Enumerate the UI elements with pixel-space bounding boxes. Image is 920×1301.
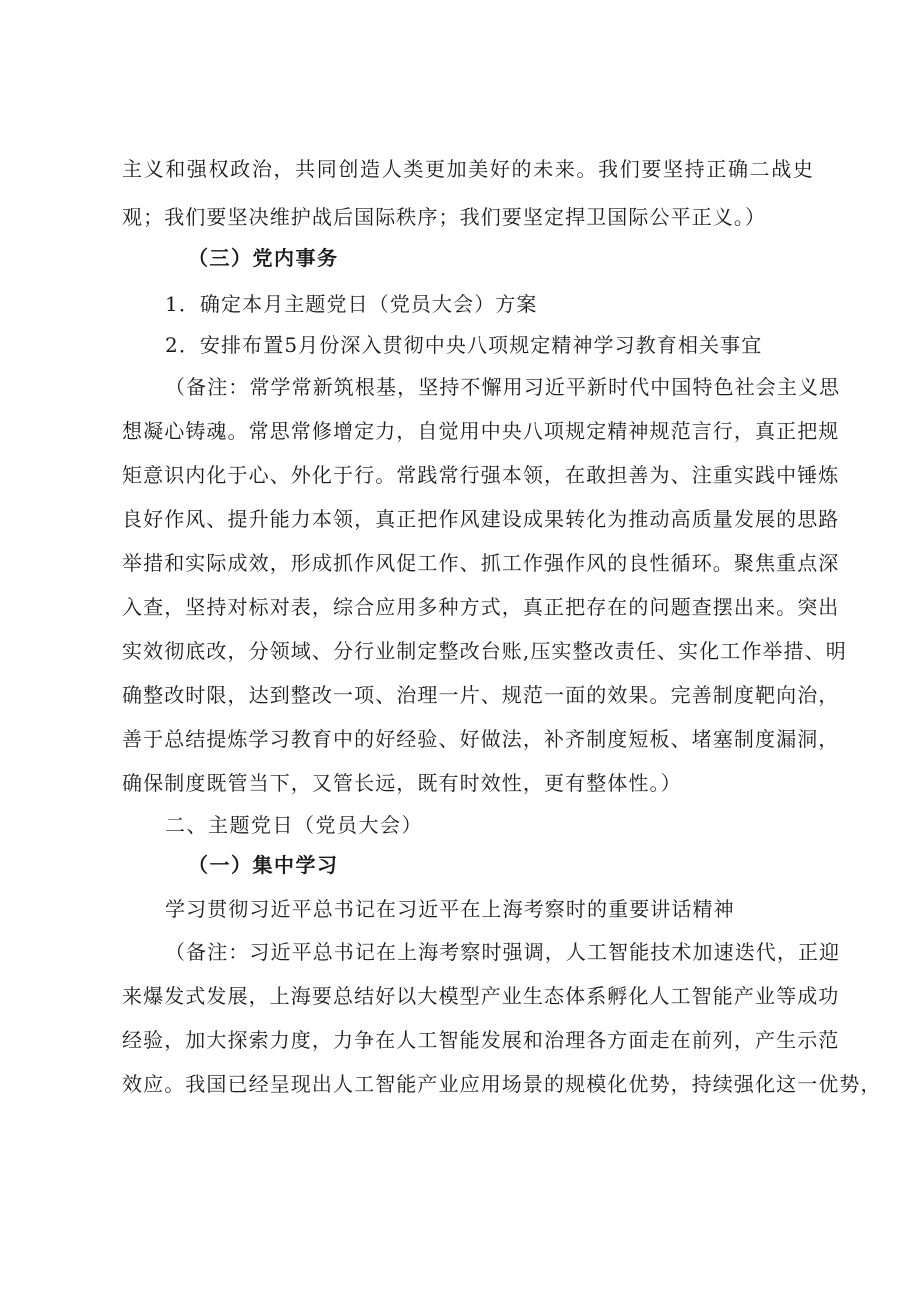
note-1-line-4: 良好作风、提升能力本领，真正把作风建设成果转化为推动高质量发展的思路 <box>122 507 840 531</box>
note-1-line-2: 想凝心铸魂。常思常修增定力，自觉用中央八项规定精神规范言行，真正把规 <box>122 419 840 443</box>
note-1-line-7: 实效彻底改，分领域、分行业制定整改台账,压实整改责任、实化工作举措、明 <box>122 639 847 663</box>
section-two-heading: 二、主题党日（党员大会） <box>165 813 423 837</box>
intro-line-2: 观；我们要坚决维护战后国际秩序；我们要坚定捍卫国际公平正义。） <box>122 205 767 229</box>
note-2-line-2: 来爆发式发展，上海要总结好以大模型产业生态体系孵化人工智能产业等成功 <box>122 984 840 1008</box>
list-item-2: 2．安排布置5月份深入贯彻中央八项规定精神学习教育相关事宜 <box>165 333 763 357</box>
note-2-line-3: 经验，加大探索力度，力争在人工智能发展和治理各方面走在前列，产生示范 <box>122 1028 840 1052</box>
note-1-line-10: 确保制度既管当下，又管长远，既有时效性，更有整体性。） <box>122 771 682 795</box>
list-item-1: 1．确定本月主题党日（党员大会）方案 <box>165 292 538 316</box>
intro-line-1: 主义和强权政治，共同创造人类更加美好的未来。我们要坚持正确二战史 <box>122 157 814 181</box>
note-1-line-3: 矩意识内化于心、外化于行。常践常行强本领，在敢担善为、注重实践中锤炼 <box>122 463 840 487</box>
note-2-line-1: （备注：习近平总书记在上海考察时强调，人工智能技术加速迭代，正迎 <box>165 940 841 964</box>
note-1-line-9: 善于总结提炼学习教育中的好经验、好做法，补齐制度短板、堵塞制度漏洞， <box>122 727 840 751</box>
note-1-line-1: （备注：常学常新筑根基，坚持不懈用习近平新时代中国特色社会主义思 <box>165 375 841 399</box>
section-3-heading: （三）党内事务 <box>188 246 339 270</box>
note-1-line-5: 举措和实际成效，形成抓作风促工作、抓工作强作风的良性循环。聚焦重点深 <box>122 551 840 575</box>
note-1-line-6: 入查，坚持对标对表，综合应用多种方式，真正把存在的问题查摆出来。突出 <box>122 595 840 619</box>
note-2-line-4: 效应。我国已经呈现出人工智能产业应用场景的规模化优势，持续强化这一优势， <box>122 1072 882 1096</box>
study-topic: 学习贯彻习近平总书记在习近平在上海考察时的重要讲话精神 <box>165 897 735 921</box>
subsection-1-heading: （一）集中学习 <box>188 853 339 877</box>
note-1-line-8: 确整改时限，达到整改一项、治理一片、规范一面的效果。完善制度靶向治， <box>122 683 840 707</box>
